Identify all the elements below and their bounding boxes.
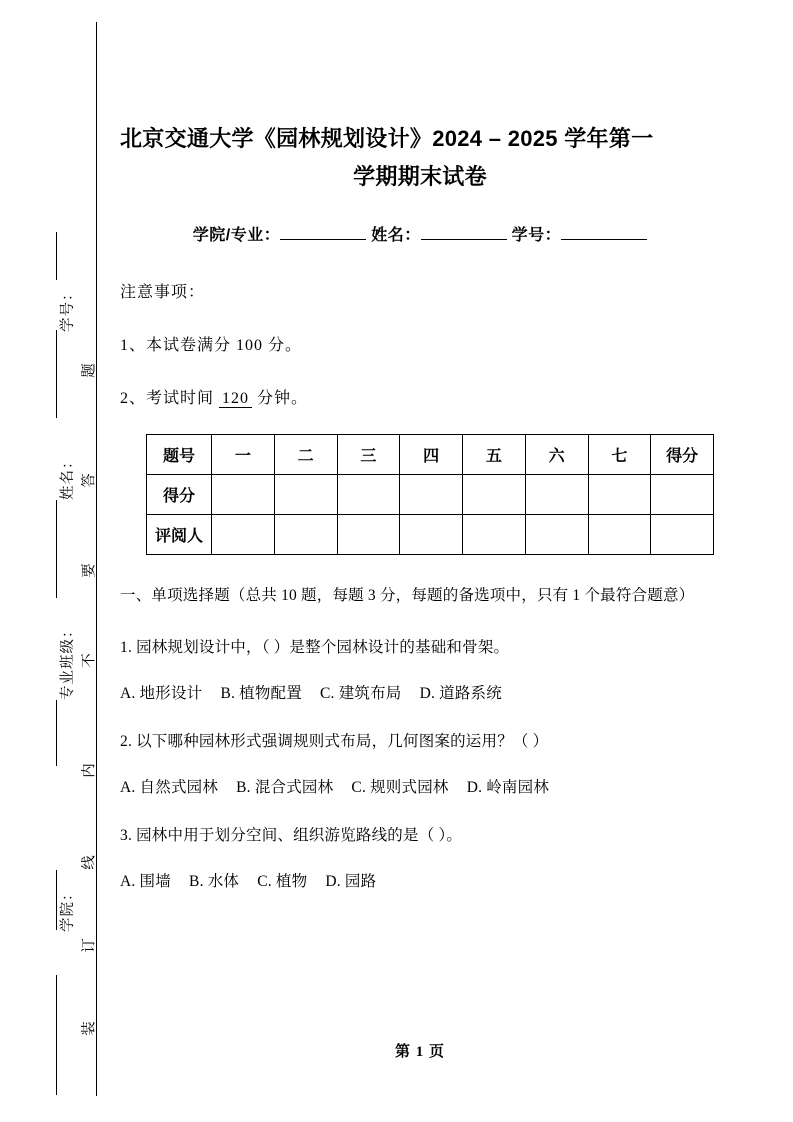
table-header-cell: 六: [525, 435, 588, 475]
option-d[interactable]: D. 岭南园林: [466, 779, 550, 796]
seal-rule-segment: [56, 975, 57, 1095]
table-header-cell: 七: [588, 435, 651, 475]
seal-label-student-id: 学号：: [60, 285, 76, 332]
table-row: [147, 475, 714, 515]
name-blank[interactable]: [421, 239, 507, 240]
table-cell[interactable]: [337, 515, 400, 555]
exam-duration-value: 120: [219, 390, 252, 408]
seal-rule-segment: [56, 500, 57, 598]
table-cell[interactable]: [400, 515, 463, 555]
table-header-cell: 得分: [651, 435, 714, 475]
table-cell[interactable]: [588, 475, 651, 515]
seal-rule-segment: [56, 700, 57, 766]
option-c[interactable]: C. 植物: [257, 873, 308, 890]
table-header-cell: 一: [212, 435, 275, 475]
notice-item-2: [120, 355, 720, 408]
seal-rule-segment: [56, 330, 57, 418]
score-table: [146, 434, 714, 555]
option-b[interactable]: B. 植物配置: [220, 685, 302, 702]
table-cell[interactable]: [400, 475, 463, 515]
score-table-wrapper: [120, 408, 720, 555]
table-row-header: [147, 435, 714, 475]
notice-item-2-suffix: 分钟。: [252, 390, 309, 407]
name-label: 姓名：: [371, 227, 421, 244]
table-cell[interactable]: [651, 475, 714, 515]
seal-char: 题: [81, 363, 98, 378]
question-1-options: [120, 661, 720, 707]
table-cell[interactable]: [463, 475, 526, 515]
table-cell[interactable]: [212, 475, 275, 515]
seal-margin: [0, 0, 110, 1122]
seal-char: 线: [81, 855, 98, 870]
seal-char: 内: [81, 763, 98, 778]
student-info-line: [120, 196, 720, 245]
table-row-label: 评阅人: [147, 515, 212, 555]
seal-char: 不: [81, 653, 98, 668]
table-cell[interactable]: [588, 515, 651, 555]
table-cell[interactable]: [212, 515, 275, 555]
table-row: [147, 515, 714, 555]
seal-label-college: 学院：: [60, 885, 76, 932]
notice-item-2-prefix: 2、考试时间: [120, 390, 220, 407]
question-1-number: 1.: [120, 639, 133, 656]
question-3-number: 3.: [120, 827, 133, 844]
question-3-text: 园林中用于划分空间、组织游览路线的是（ ）。: [136, 827, 463, 844]
notice-item-1-text: 1、本试卷满分 100 分。: [120, 337, 303, 354]
question-2: [120, 707, 720, 755]
question-1: [120, 613, 720, 661]
page-title-line2: 学期期末试卷: [353, 164, 487, 189]
question-2-text: 以下哪种园林形式强调规则式布局，几何图案的运用？（ ）: [136, 733, 549, 750]
college-major-blank[interactable]: [280, 239, 366, 240]
college-major-label: 学院/专业：: [192, 227, 281, 244]
content-column: [120, 0, 720, 1122]
table-cell[interactable]: [463, 515, 526, 555]
table-header-cell: 三: [337, 435, 400, 475]
seal-char: 装: [81, 1021, 98, 1036]
table-header-cell: 题号: [147, 435, 212, 475]
page-title: [120, 0, 720, 196]
page-title-line1: 北京交通大学《园林规划设计》2024 – 2025 学年第一: [120, 126, 654, 151]
seal-label-class: 专业班级：: [60, 622, 76, 700]
seal-char: 要: [81, 563, 98, 578]
option-a[interactable]: A. 自然式园林: [120, 779, 219, 796]
table-header-cell: 四: [400, 435, 463, 475]
seal-char: 答: [81, 473, 98, 488]
option-d[interactable]: D. 道路系统: [419, 685, 502, 702]
seal-rule-segment: [56, 232, 57, 280]
table-cell[interactable]: [525, 475, 588, 515]
table-cell[interactable]: [525, 515, 588, 555]
student-id-label: 学号：: [511, 227, 562, 244]
question-3: [120, 801, 720, 849]
option-b[interactable]: B. 水体: [189, 873, 240, 890]
table-header-cell: 五: [463, 435, 526, 475]
notice-heading: 注意事项：: [120, 284, 206, 301]
option-c[interactable]: C. 建筑布局: [320, 685, 402, 702]
option-a[interactable]: A. 地形设计: [120, 685, 203, 702]
notice-item-1: [120, 302, 720, 355]
table-cell[interactable]: [337, 475, 400, 515]
option-c[interactable]: C. 规则式园林: [351, 779, 449, 796]
question-2-options: [120, 755, 720, 801]
student-id-blank[interactable]: [561, 239, 647, 240]
seal-char: 订: [81, 938, 98, 953]
option-b[interactable]: B. 混合式园林: [236, 779, 334, 796]
table-cell[interactable]: [651, 515, 714, 555]
option-d[interactable]: D. 园路: [325, 873, 377, 890]
section-heading: 一、单项选择题（总共 10 题，每题 3 分，每题的备选项中，只有 1 个最符合题意）: [120, 587, 695, 604]
page-footer: 第 1 页: [394, 1044, 445, 1060]
question-3-options: [120, 849, 720, 895]
table-header-cell: 二: [274, 435, 337, 475]
table-cell[interactable]: [274, 515, 337, 555]
question-1-text: 园林规划设计中，（ ）是整个园林设计的基础和骨架。: [136, 639, 510, 656]
table-row-label: 得分: [147, 475, 212, 515]
table-cell[interactable]: [274, 475, 337, 515]
option-a[interactable]: A. 围墙: [120, 873, 171, 890]
seal-label-name: 姓名：: [60, 453, 76, 500]
question-2-number: 2.: [120, 733, 133, 750]
